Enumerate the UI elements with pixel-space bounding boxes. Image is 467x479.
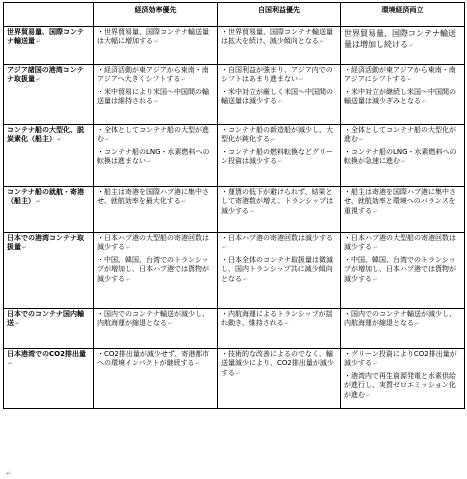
row-label-text: 日本港湾でのCO2排出量 <box>7 350 86 358</box>
cell-bullet-text <box>221 126 337 145</box>
bullet-text: ・米中対立が継続し米国〜中国間の輸送量は減少ぎみとなる <box>344 87 456 106</box>
header-national-interest: 自国利益優先 <box>218 3 341 27</box>
cell-bullet-text <box>97 350 214 369</box>
table-row-japan-port-volume <box>4 233 465 309</box>
table-cell <box>94 27 218 65</box>
paragraph-mark: ↵ <box>22 245 27 252</box>
bullet-text: ・世界貿易量、国際コンテナ輸送量は大幅に増加する <box>97 28 209 46</box>
row-label-text: アジア諸国の港湾コンテナ取扱量 <box>7 66 84 84</box>
bullet-text: ・自国利益が強まり、アジア内でのシフトはあまり進まない <box>221 66 333 84</box>
paragraph-mark: ↵ <box>422 99 427 106</box>
table-cell <box>341 125 465 187</box>
bullet-text: ・国内でのコンテナ輸送が減少し、内航海運が縮退となる <box>344 310 456 328</box>
cell-bullet-text <box>344 256 461 284</box>
cell-bullet-text <box>344 148 461 167</box>
table-cell <box>341 65 465 125</box>
bullet-text: ・米中貿易により米国〜中国間の輸送量は維持される <box>97 87 209 106</box>
table-cell <box>218 233 341 309</box>
bullet-text: ・コンテナ船の燃料転換などグリーン投資は減少する <box>221 147 333 166</box>
table-row-trade-volume <box>4 27 465 65</box>
table-body <box>4 27 465 409</box>
cell-bullet-text <box>344 372 461 400</box>
paragraph-mark: ↵ <box>401 159 406 166</box>
table-header-row <box>4 3 465 27</box>
bullet-text: ・コンテナ船の新造船が減少し、大型化が鈍化する <box>221 126 333 144</box>
row-label <box>4 27 94 65</box>
cell-bullet-text <box>221 234 337 253</box>
paragraph-mark: ↵ <box>126 276 131 283</box>
row-label <box>4 233 94 309</box>
bullet-text: ・技術的な改善によるのでなく、輸送量減少により、CO2排出量が減少する <box>221 350 334 377</box>
table-cell <box>341 349 465 409</box>
bullet-text: ・米中対立が厳しく米国〜中国間の輸送量は減少する <box>221 87 333 106</box>
cell-bullet-text <box>344 310 461 329</box>
row-label <box>4 125 94 187</box>
cell-bullet-text <box>97 234 214 253</box>
paragraph-mark: ↵ <box>373 245 378 252</box>
row-label-text: 世界貿易量、国際コンテナ輸送量 <box>7 28 84 46</box>
paragraph-mark: ↵ <box>415 321 420 328</box>
table-cell <box>218 27 341 65</box>
cell-bullet-text <box>344 350 461 369</box>
cell-bullet-text <box>97 66 214 85</box>
bullet-text: ・世界貿易量、国際コンテナ輸送量は拡大を続け、減少傾向となる <box>221 28 333 46</box>
cell-bullet-text <box>97 310 214 329</box>
cell-bullet-text <box>221 350 337 378</box>
header-economic-efficiency: 経済効率優先 <box>94 3 218 27</box>
paragraph-mark: ↵ <box>147 159 152 166</box>
paragraph-mark: ↵ <box>373 208 378 215</box>
paragraph-mark: ↵ <box>319 39 324 46</box>
bullet-text: ・国内でのコンテナ輸送が減少し、内航海運が縮退となる <box>97 310 209 328</box>
table-cell <box>341 233 465 309</box>
paragraph-mark: ↵ <box>181 199 186 206</box>
bullet-text: ・船主は寄港を国際ハブ港に集中させ、就航効率を最大化する <box>97 188 209 206</box>
paragraph-mark: ↵ <box>168 321 173 328</box>
row-label <box>4 65 94 125</box>
bullet-text: ・日本ハブ港の寄港回数は減少する <box>221 234 333 242</box>
scenario-comparison-table <box>3 2 465 409</box>
bullet-text: 世界貿易量、国際コンテナ輸送量は増加し続ける <box>344 29 456 50</box>
cell-bullet-text <box>97 88 214 107</box>
table-row-japan-domestic-transport <box>4 309 465 349</box>
cell-bullet-text <box>344 234 461 253</box>
paragraph-mark: ↵ <box>373 276 378 283</box>
bullet-text: ・全体としてコンテナ船の大型化が進む <box>344 126 456 144</box>
cell-bullet-text <box>344 66 461 85</box>
table-row-japan-co2 <box>4 349 465 409</box>
bullet-text: ・港湾内で再生資源発電と水素供給が進行し、実質ゼロエミッション化が進む <box>344 371 456 399</box>
table-cell <box>94 349 218 409</box>
table-cell <box>341 187 465 233</box>
paragraph-mark: ↵ <box>36 77 41 84</box>
table-cell <box>218 349 341 409</box>
header-corner-cell <box>4 3 94 27</box>
bullet-text: ・全体としてコンテナ船の大型が進む <box>97 126 209 144</box>
cell-bullet-text <box>221 310 337 329</box>
cell-bullet-text <box>344 126 461 145</box>
bullet-text: ・中国、韓国、台湾でのトランシップが増加し、日本ハブ港では貨物が減少する <box>344 255 456 283</box>
table-cell <box>341 309 465 349</box>
paragraph-mark: ↵ <box>222 245 227 252</box>
row-label-text: 日本でのコンテナ国内輸送 <box>7 310 84 328</box>
cell-bullet-text <box>344 28 461 50</box>
table-cell <box>218 125 341 187</box>
table-cell <box>94 65 218 125</box>
table-cell <box>218 65 341 125</box>
paragraph-mark: ↵ <box>407 77 412 84</box>
table-cell <box>94 309 218 349</box>
paragraph-mark: ↵ <box>359 137 364 144</box>
row-label-text: 日本での港湾コンテナ取扱量 <box>7 234 84 252</box>
paragraph-mark: ↵ <box>250 208 255 215</box>
bullet-text: ・CO2排出量が減少せず、寄港都市への環境インパクトが継続する <box>97 350 210 368</box>
cell-bullet-text <box>221 148 337 167</box>
paragraph-mark: ↵ <box>299 77 304 84</box>
bullet-text: ・経済活動が東アジアから東南・南アジアへ大きくシフトする <box>97 66 209 84</box>
bullet-text: ・中国、韓国、台湾でのトランシップが増加し、日本ハブ港では貨物が減少する <box>97 255 209 283</box>
table-cell <box>218 309 341 349</box>
header-environment-economy: 環境経済両立 <box>341 3 465 27</box>
paragraph-mark: ↵ <box>409 43 414 50</box>
table-row-asia-port-volume <box>4 65 465 125</box>
paragraph-mark: ↵ <box>181 77 186 84</box>
bullet-text: ・経済活動が東アジアから東南・南アジアにシフトする <box>344 66 456 84</box>
paragraph-mark: ↵ <box>366 392 371 399</box>
table-cell <box>94 187 218 233</box>
row-label <box>4 349 94 409</box>
bullet-text: ・日本ハブ港の大型船の寄港回数は減少する <box>97 234 209 252</box>
paragraph-mark: ↵ <box>36 39 41 46</box>
cell-bullet-text <box>344 88 461 107</box>
paragraph-mark: ↵ <box>236 370 241 377</box>
table-cell <box>94 125 218 187</box>
bullet-text: ・グリーン投資によりCO2排出量が減少する <box>344 350 457 368</box>
paragraph-mark: ↵ <box>278 99 283 106</box>
table-row-ship-service-calls <box>4 187 465 233</box>
table-cell <box>341 27 465 65</box>
cell-bullet-text <box>97 28 214 47</box>
bullet-text: ・コンテナ船のLNG・水素燃料への転換は進まない <box>97 147 210 166</box>
row-label <box>4 187 94 233</box>
row-label-text: コンテナ船の大型化、脱炭素化（船主） <box>7 126 84 144</box>
table-cell <box>218 187 341 233</box>
cell-bullet-text <box>221 88 337 107</box>
paragraph-mark: ↵ <box>243 276 248 283</box>
cell-bullet-text <box>97 148 214 167</box>
cell-bullet-text <box>221 28 337 47</box>
bullet-text: ・コンテナ船のLNG・水素燃料への転換が急速に進む <box>344 147 457 166</box>
table-row-ship-size-decarbonization <box>4 125 465 187</box>
paragraph-mark: ↵ <box>271 137 276 144</box>
cell-bullet-text <box>221 256 337 284</box>
bullet-text: ・日本全体のコンテナ取扱量は微減し、国内トランシップ共に減少傾向となる <box>221 255 333 283</box>
paragraph-mark: ↵ <box>195 361 200 368</box>
end-paragraph-mark: ↵ <box>6 470 12 477</box>
paragraph-mark: ↵ <box>15 321 20 328</box>
cell-bullet-text <box>344 188 461 216</box>
paragraph-mark: ↵ <box>373 361 378 368</box>
row-label <box>4 309 94 349</box>
paragraph-mark: ↵ <box>126 245 131 252</box>
paragraph-mark: ↵ <box>278 159 283 166</box>
cell-bullet-text <box>221 188 337 216</box>
bullet-text: ・内航海運によるトランシップが揺れ動き、維持される <box>221 310 333 328</box>
paragraph-mark: ↵ <box>36 199 41 206</box>
paragraph-mark: ↵ <box>154 39 159 46</box>
paragraph-mark: ↵ <box>105 137 110 144</box>
bullet-text: ・運賃の低下が避けられず、結果として寄港数が増え、トランシップは減少する <box>221 188 334 215</box>
bullet-text: ・船主は寄港を国際ハブ港に集中させ、就航効率と環境へのバランスを重視する <box>344 188 456 215</box>
paragraph-mark: ↵ <box>284 321 289 328</box>
cell-bullet-text <box>97 188 214 207</box>
row-label-text: コンテナ船の就航・寄港（船主） <box>7 188 84 206</box>
cell-bullet-text <box>97 126 214 145</box>
cell-bullet-text <box>221 66 337 85</box>
paragraph-mark: ↵ <box>57 137 62 144</box>
bullet-text: ・日本ハブ港の大型船の寄港回数は減少する <box>344 234 456 252</box>
paragraph-mark: ↵ <box>8 361 13 368</box>
paragraph-mark: ↵ <box>154 99 159 106</box>
table-cell <box>94 233 218 309</box>
cell-bullet-text <box>97 256 214 284</box>
